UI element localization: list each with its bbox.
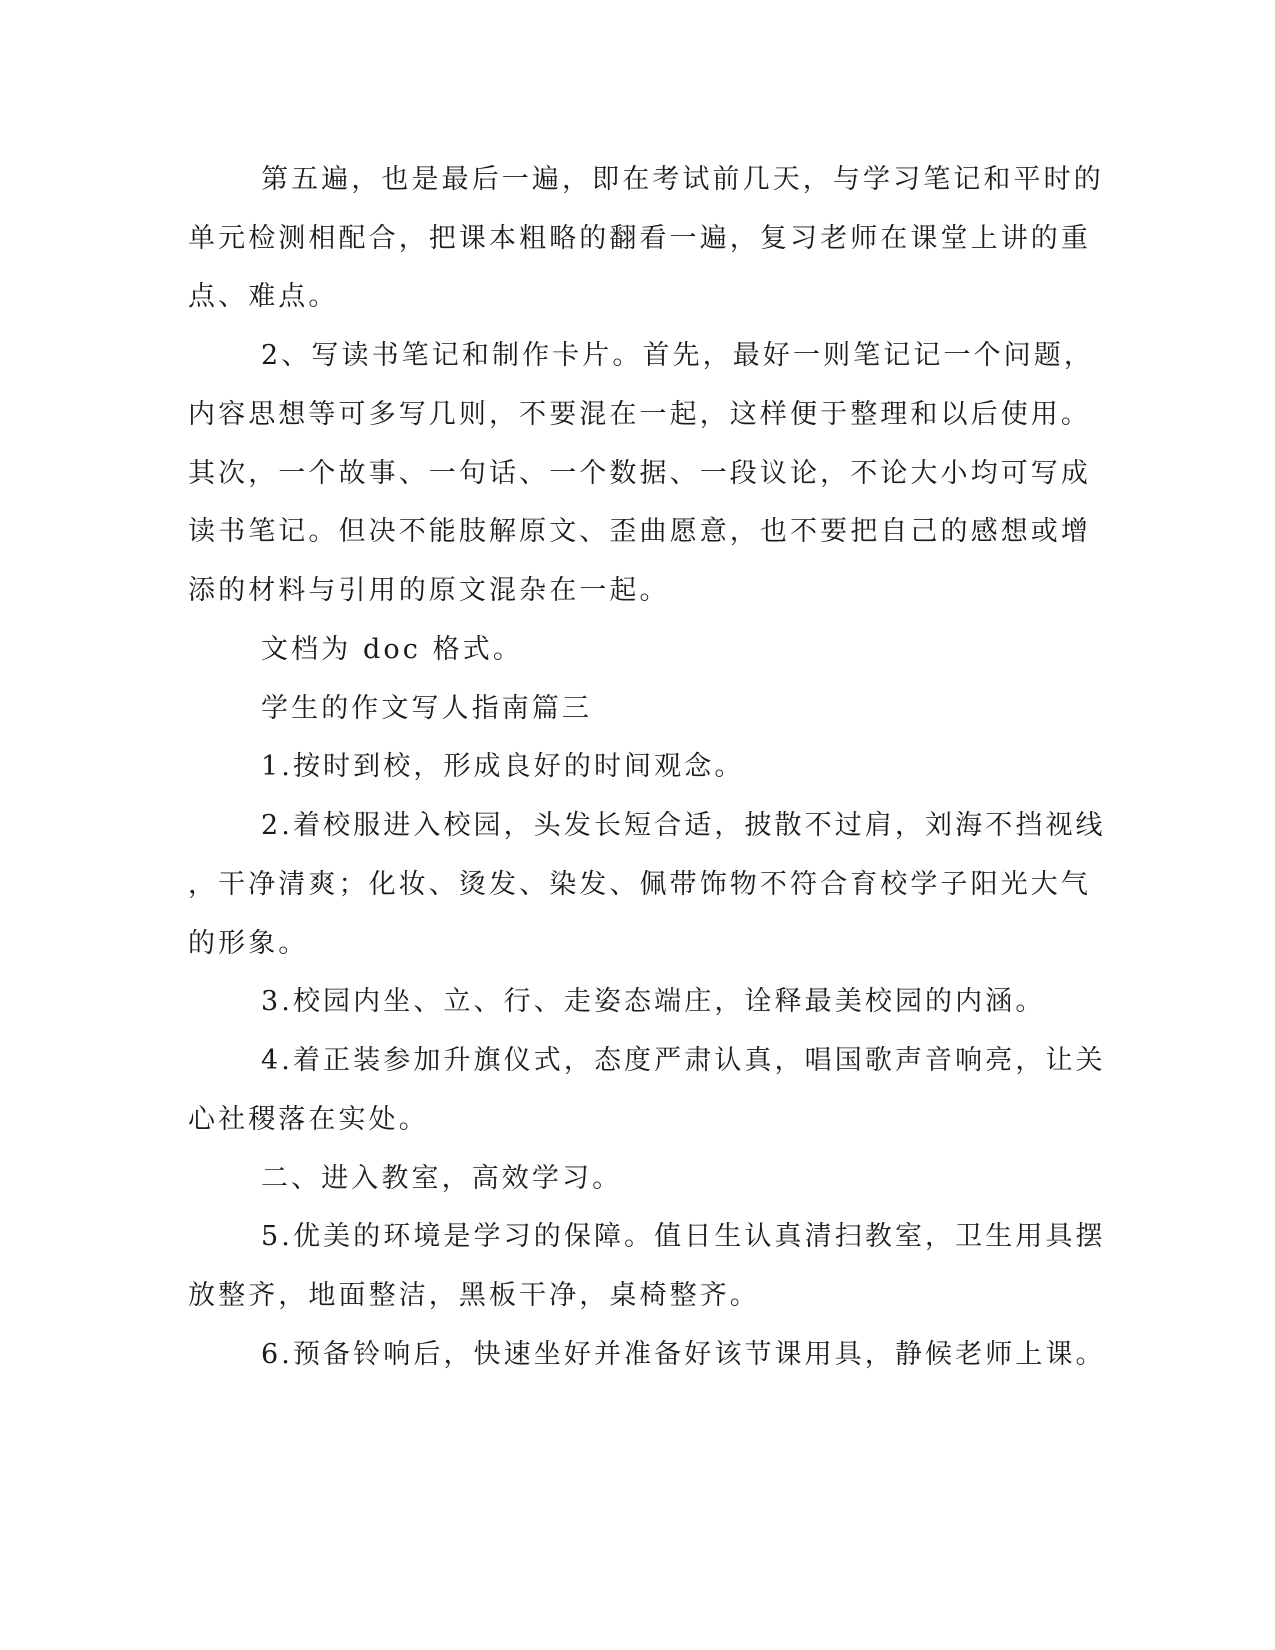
section-heading: 二、进入教室，高效学习。 bbox=[261, 1163, 623, 1194]
text-line: 心社稷落在实处。 bbox=[188, 1104, 429, 1135]
text-line: ，干净清爽；化妆、烫发、染发、佩带饰物不符合育校学子阳光大气 bbox=[188, 869, 1091, 900]
text-line: 2.着校服进入校园，头发长短合适，披散不过肩，刘海不挡视线 bbox=[261, 810, 1106, 841]
text-line: 读书笔记。但决不能肢解原文、歪曲愿意，也不要把自己的感想或增 bbox=[188, 516, 1091, 547]
text-line: 添的材料与引用的原文混杂在一起。 bbox=[188, 575, 670, 606]
text-line: 3.校园内坐、立、行、走姿态端庄，诠释最美校园的内涵。 bbox=[261, 986, 1046, 1017]
text-line: 4.着正装参加升旗仪式，态度严肃认真，唱国歌声音响亮，让关 bbox=[261, 1045, 1106, 1076]
text-line: 的形象。 bbox=[188, 928, 309, 959]
text-line: 5.优美的环境是学习的保障。值日生认真清扫教室，卫生用具摆 bbox=[261, 1221, 1106, 1252]
section-heading: 学生的作文写人指南篇三 bbox=[261, 693, 593, 724]
text-line: 放整齐，地面整洁，黑板干净，桌椅整齐。 bbox=[188, 1280, 760, 1311]
text-line: 6.预备铃响后，快速坐好并准备好该节课用具，静候老师上课。 bbox=[261, 1339, 1106, 1370]
text-line: 内容思想等可多写几则，不要混在一起，这样便于整理和以后使用。 bbox=[188, 399, 1091, 430]
text-line: 第五遍，也是最后一遍，即在考试前几天，与学习笔记和平时的 bbox=[261, 164, 1104, 195]
text-line: 点、难点。 bbox=[188, 281, 339, 312]
text-line: 文档为 doc 格式。 bbox=[261, 634, 523, 665]
text-line: 2、写读书笔记和制作卡片。首先，最好一则笔记记一个问题， bbox=[261, 340, 1094, 371]
text-line: 单元检测相配合，把课本粗略的翻看一遍，复习老师在课堂上讲的重 bbox=[188, 223, 1091, 254]
text-line: 1.按时到校，形成良好的时间观念。 bbox=[261, 751, 745, 782]
text-line: 其次，一个故事、一句话、一个数据、一段议论，不论大小均可写成 bbox=[188, 458, 1091, 489]
